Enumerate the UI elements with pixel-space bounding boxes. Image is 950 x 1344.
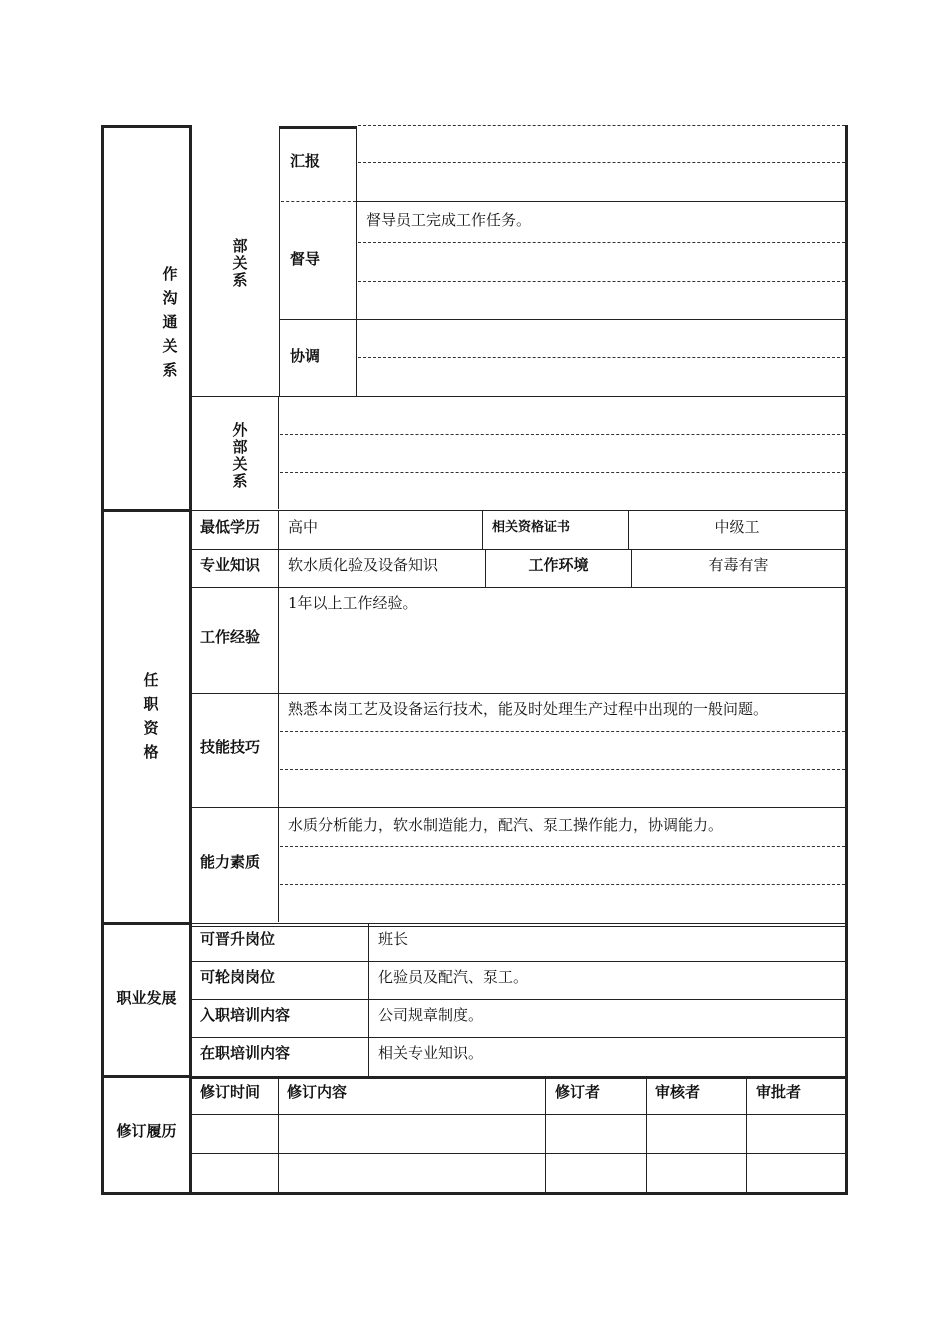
row-border <box>191 999 845 1000</box>
row-border <box>191 926 845 927</box>
onboarding-training-value: 公司规章制度。 <box>378 1006 484 1024</box>
certificate-label: 相关资格证书 <box>492 520 571 535</box>
min-education-value: 高中 <box>288 518 319 536</box>
dashed-rule <box>280 884 845 885</box>
dashed-rule <box>358 162 845 163</box>
revision-section-label: 修订履历 <box>116 1122 177 1140</box>
rotation-value: 化验员及配汽、泵工。 <box>378 968 529 986</box>
supervise-label: 督导 <box>290 250 321 268</box>
inservice-training-value: 相关专业知识。 <box>378 1044 484 1062</box>
dashed-rule <box>281 201 356 202</box>
revision-header-reviser: 修订者 <box>555 1083 601 1101</box>
row-border <box>191 693 845 694</box>
qualification-label-divider <box>278 510 279 922</box>
coordinate-label: 协调 <box>290 347 321 365</box>
revision-header-approver: 审批者 <box>756 1083 802 1101</box>
dashed-rule <box>280 769 845 770</box>
communication-section-label: 作沟通关系 <box>162 265 178 379</box>
dashed-rule <box>280 731 845 732</box>
experience-value: 1年以上工作经验。 <box>288 594 418 612</box>
frame-top <box>101 125 190 128</box>
row-border <box>279 319 845 320</box>
dashed-rule <box>358 357 845 358</box>
min-education-label: 最低学历 <box>200 518 261 536</box>
qualification-section-label: 任职资格 <box>143 671 159 761</box>
environment-value: 有毒有害 <box>708 556 769 574</box>
revision-row <box>191 1154 845 1192</box>
revision-header-reviewer: 审核者 <box>655 1083 701 1101</box>
report-label: 汇报 <box>290 152 321 170</box>
row-border <box>191 587 845 588</box>
revision-header-time: 修订时间 <box>200 1083 261 1101</box>
knowledge-value: 软水质化验及设备知识 <box>288 556 439 574</box>
inservice-training-label: 在职培训内容 <box>200 1044 291 1062</box>
row-border <box>191 549 845 550</box>
ability-value: 水质分析能力，软水制造能力，配汽、泵工操作能力，协调能力。 <box>288 816 724 834</box>
ability-label: 能力素质 <box>200 853 261 871</box>
cell-divider <box>482 510 483 549</box>
row-border <box>191 396 845 397</box>
dashed-rule <box>358 125 845 126</box>
section-separator <box>101 509 191 512</box>
promotion-label: 可晋升岗位 <box>200 930 276 948</box>
row-border <box>191 923 845 924</box>
internal-rows-divider <box>356 128 357 396</box>
row-border <box>191 961 845 962</box>
internal-relations-label: 部关系 <box>232 237 248 289</box>
row-border <box>191 807 845 808</box>
revision-header-content: 修订内容 <box>287 1083 348 1101</box>
rotation-label: 可轮岗岗位 <box>200 968 276 986</box>
certificate-value: 中级工 <box>714 518 760 536</box>
frame-bottom <box>101 1192 848 1195</box>
revision-row <box>191 1115 845 1153</box>
dashed-rule <box>358 281 845 282</box>
row-border <box>191 510 845 511</box>
row-border <box>356 201 845 202</box>
promotion-value: 班长 <box>378 930 409 948</box>
knowledge-label: 专业知识 <box>200 556 261 574</box>
dashed-rule <box>280 434 845 435</box>
onboarding-training-label: 入职培训内容 <box>200 1006 291 1024</box>
external-relations-label: 外部关系 <box>232 421 248 490</box>
left-column-divider <box>189 125 192 1195</box>
dashed-rule <box>280 472 845 473</box>
frame-left <box>101 125 104 1195</box>
dashed-rule <box>358 242 845 243</box>
internal-label-divider <box>279 128 280 396</box>
experience-label: 工作经验 <box>200 628 261 646</box>
skills-label: 技能技巧 <box>200 738 261 756</box>
skills-value: 熟悉本岗工艺及设备运行技术，能及时处理生产过程中出现的一般问题。 <box>288 700 769 718</box>
frame-right <box>845 125 848 1195</box>
section-separator <box>101 1075 191 1078</box>
external-label-divider <box>278 396 279 509</box>
supervise-text: 督导员工完成工作任务。 <box>366 211 532 229</box>
dashed-rule <box>280 846 845 847</box>
internal-top-border <box>279 126 357 129</box>
row-border <box>191 1037 845 1038</box>
environment-label: 工作环境 <box>528 556 589 574</box>
section-separator <box>101 922 191 925</box>
career-section-label: 职业发展 <box>116 989 177 1007</box>
